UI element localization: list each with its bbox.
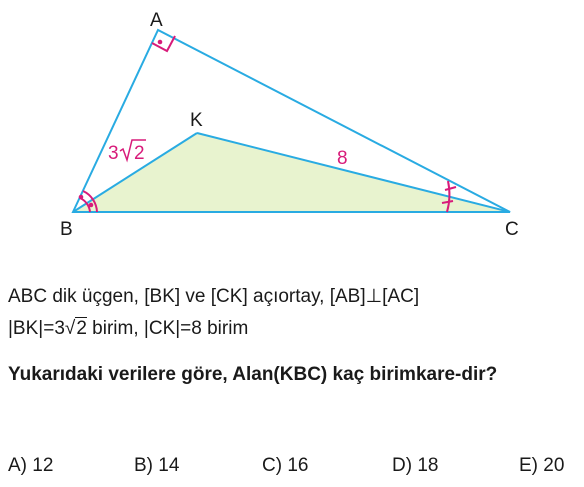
bk-length-radicand: 2 xyxy=(134,143,145,164)
angle-dot-b-upper xyxy=(79,195,84,200)
bk-given-radicand: 2 xyxy=(76,318,87,339)
ck-length-label: 8 xyxy=(337,148,348,169)
option-a[interactable]: A) 12 xyxy=(8,455,54,476)
sqrt-symbol: √2 xyxy=(64,318,87,339)
bk-given-suffix: birim, |CK|=8 birim xyxy=(86,318,249,339)
bk-given-prefix: |BK|=3 xyxy=(8,318,65,339)
right-angle-dot xyxy=(158,40,163,45)
option-e[interactable]: E) 20 xyxy=(519,455,565,476)
vertex-k-label: K xyxy=(190,110,203,131)
problem-given-line-2 xyxy=(8,318,248,340)
problem-given-line-1: ABC dik üçgen, [BK] ve [CK] açıortay, [AB]⊥[AC] xyxy=(8,286,420,307)
question-text: Yukarıdaki verilere göre, Alan(KBC) kaç birimkare-dir? xyxy=(8,364,498,385)
option-c[interactable]: C) 16 xyxy=(262,455,309,476)
option-d[interactable]: D) 18 xyxy=(392,455,439,476)
vertex-b-label: B xyxy=(60,219,73,240)
angle-dot-b-lower xyxy=(89,203,94,208)
angle-tick-c-upper xyxy=(445,187,456,190)
right-angle-mark xyxy=(152,36,175,51)
option-b[interactable]: B) 14 xyxy=(134,455,180,476)
vertex-a-label: A xyxy=(150,10,163,31)
vertex-c-label: C xyxy=(505,219,519,240)
bk-length-coef: 3 xyxy=(108,143,119,164)
